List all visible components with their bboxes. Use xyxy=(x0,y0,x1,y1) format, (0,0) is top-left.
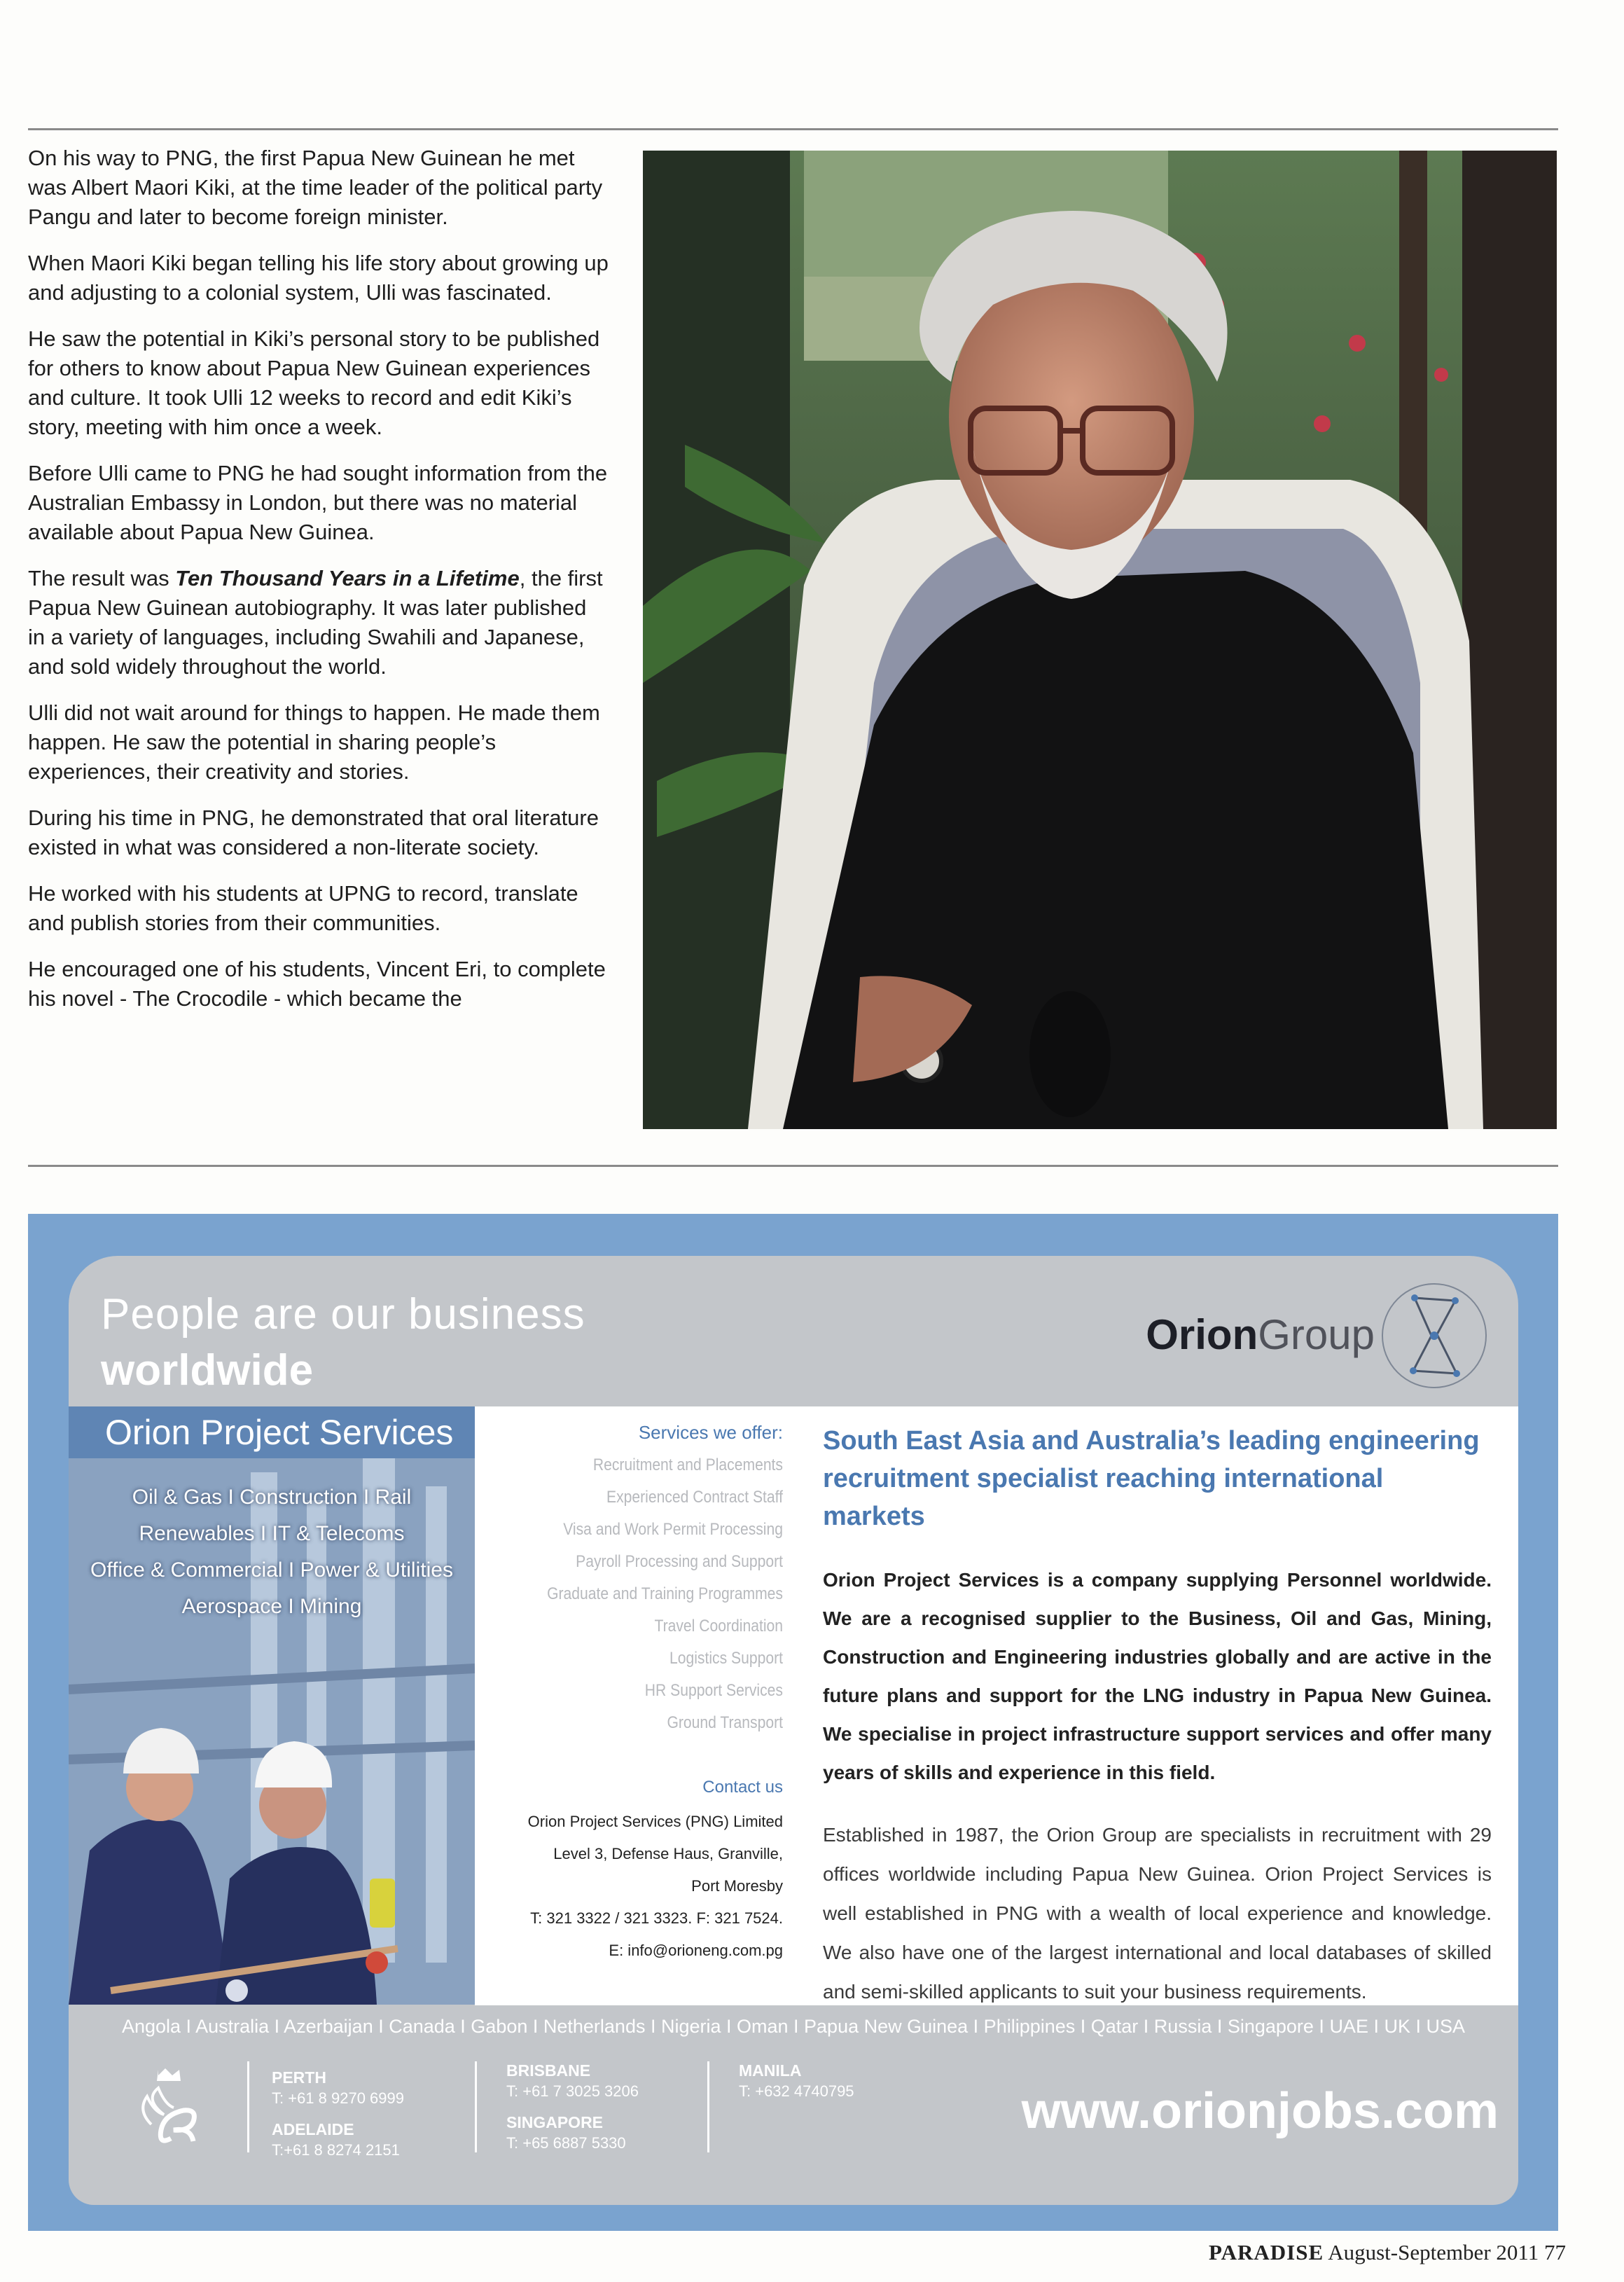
service-item: Ground Transport xyxy=(667,1713,783,1732)
office-city: MANILA xyxy=(739,2061,802,2080)
issue-date: August-September 2011 xyxy=(1328,2240,1539,2264)
contact-address-1: Level 3, Defense Haus, Granville, xyxy=(553,1845,783,1862)
service-item: HR Support Services xyxy=(644,1681,783,1700)
office-manila xyxy=(739,2060,854,2102)
orion-advertisement xyxy=(28,1214,1558,2231)
office-phone: T: +61 8 9270 6999 xyxy=(272,2089,404,2107)
sector-line-3: Office & Commercial I Power & Utilities xyxy=(90,1558,453,1582)
portrait-photo xyxy=(643,151,1557,1129)
service-item: Recruitment and Placements xyxy=(592,1455,783,1474)
office-divider xyxy=(475,2061,477,2152)
article-paragraph-5 xyxy=(28,564,609,682)
office-city: ADELAIDE xyxy=(272,2120,354,2138)
paragraph-5-rest: , the first Papua New Guinean autobiography. It was later published in a variety of languages, including Swahili and Japanese, and sold widely throughout the world. xyxy=(28,566,603,679)
ad-content-area xyxy=(475,1406,1518,2005)
office-singapore xyxy=(506,2112,626,2154)
article-paragraph-8: He worked with his students at UPNG to record, translate and publish stories from their communities. xyxy=(28,881,578,935)
office-city: BRISBANE xyxy=(506,2061,591,2080)
country-list: Angola I Australia I Azerbaijan I Canada I Gabon I Netherlands I Nigeria I Oman I Papua New Guinea I Philippines I Qatar I Russia I Singapore I UAE I UK I USA xyxy=(121,2016,1465,2037)
service-item: Travel Coordination xyxy=(654,1617,783,1636)
office-perth xyxy=(272,2067,404,2109)
contact-address-2: Port Moresby xyxy=(691,1877,783,1895)
book-title: Ten Thousand Years in a Lifetime xyxy=(175,566,520,590)
office-phone: T:+61 8 8274 2151 xyxy=(272,2141,400,2159)
services-heading: Services we offer: xyxy=(638,1422,783,1443)
office-city: SINGAPORE xyxy=(506,2113,604,2131)
headline-line-1: People are our business xyxy=(101,1290,585,1339)
article-paragraph-9: He encouraged one of his students, Vincent Eri, to complete his novel - The Crocodile - which became the xyxy=(28,957,606,1011)
sector-line-4: Aerospace I Mining xyxy=(181,1595,362,1618)
article-paragraph-1: On his way to PNG, the first Papua New Guinean he met was Albert Maori Kiki, at the time leader of the political party Pangu and later to become foreign minister. xyxy=(28,146,603,229)
headline-line-2: worldwide xyxy=(101,1346,314,1395)
paragraph-5-lead: The result was xyxy=(28,566,176,590)
article-paragraph-2: When Maori Kiki began telling his life story about growing up and adjusting to a colonial system, Ulli was fascinated. xyxy=(28,251,609,305)
sector-list xyxy=(69,1479,475,1625)
article-paragraph-3: He saw the potential in Kiki’s personal story to be published for others to know about Papua New Guinean experiences and culture. It took Ulli 12 weeks to record and edit Kiki’s story, meeting with him once a week. xyxy=(28,326,600,439)
pitch-heading: South East Asia and Australia’s leading engineering recruitment specialist reaching international markets xyxy=(823,1426,1480,1531)
section-rule xyxy=(28,1165,1558,1167)
service-item: Experienced Contract Staff xyxy=(606,1488,783,1507)
contact-email: E: info@orioneng.com.pg xyxy=(609,1942,783,1959)
workers-photo xyxy=(69,1458,475,2005)
office-divider xyxy=(247,2061,249,2152)
office-phone: T: +65 6887 5330 xyxy=(506,2134,626,2152)
service-item: Visa and Work Permit Processing xyxy=(563,1520,783,1539)
office-brisbane xyxy=(506,2060,639,2102)
top-rule xyxy=(28,128,1558,130)
sector-line-1: Oil & Gas I Construction I Rail xyxy=(132,1486,412,1509)
office-city: PERTH xyxy=(272,2068,326,2087)
office-phone: T: +632 4740795 xyxy=(739,2082,854,2100)
page-number: 77 xyxy=(1544,2240,1566,2264)
article-paragraph-6: Ulli did not wait around for things to happen. He made them happen. He saw the potential in sharing people’s experiences, their creativity and stories. xyxy=(28,700,600,784)
sector-line-2: Renewables I IT & Telecoms xyxy=(139,1522,405,1545)
office-divider xyxy=(707,2061,709,2152)
pitch-paragraph: Established in 1987, the Orion Group are specialists in recruitment with 29 offices worldwide including Papua New Guinea. Orion Project Services is well established in PNG with a wealth of local experience and knowledge. We also have one of the largest international and local databases of skilled and semi-skilled applicants to suit your business requirements. xyxy=(823,1824,1492,2003)
website-url[interactable]: www.orionjobs.com xyxy=(1021,2083,1499,2139)
contact-company: Orion Project Services (PNG) Limited xyxy=(527,1813,783,1830)
article-paragraph-7: During his time in PNG, he demonstrated that oral literature existed in what was considered a non-literate society. xyxy=(28,805,599,859)
contact-heading: Contact us xyxy=(702,1778,783,1797)
service-item: Graduate and Training Programmes xyxy=(547,1584,783,1603)
logo-word-group: Group xyxy=(1258,1311,1375,1358)
services-list xyxy=(503,1422,783,1739)
award-crest-icon xyxy=(130,2068,207,2156)
orion-group-logo xyxy=(1146,1311,1375,1359)
page-footer xyxy=(1209,2240,1566,2265)
office-adelaide xyxy=(272,2119,400,2161)
ad-pitch xyxy=(823,1422,1492,2012)
ad-panel xyxy=(69,1256,1518,2205)
ops-title-bar: Orion Project Services xyxy=(69,1406,475,1458)
logo-word-orion: Orion xyxy=(1146,1311,1258,1358)
contact-block xyxy=(475,1778,783,1967)
service-item: Payroll Processing and Support xyxy=(576,1552,783,1571)
magazine-name: PARADISE xyxy=(1208,2240,1324,2264)
service-item: Logistics Support xyxy=(669,1649,783,1668)
article-column xyxy=(28,144,609,1030)
contact-phone: T: 321 3322 / 321 3323. F: 321 7524. xyxy=(530,1909,783,1927)
orion-constellation-icon xyxy=(1378,1280,1490,1395)
office-phone: T: +61 7 3025 3206 xyxy=(506,2082,639,2100)
ad-headline xyxy=(101,1287,585,1399)
pitch-bold-paragraph: Orion Project Services is a company supplying Personnel worldwide. We are a recognised supplier to the Business, Oil and Gas, Mining, Construction and Engineering industries globally and are active in the future plans and support for the LNG industry in Papua New Guinea. We specialise in project infrastructure support services and offer many years of skills and experience in this field. xyxy=(823,1569,1492,1783)
article-paragraph-4: Before Ulli came to PNG he had sought information from the Australian Embassy in London, but there was no material available about Papua New Guinea. xyxy=(28,461,608,544)
